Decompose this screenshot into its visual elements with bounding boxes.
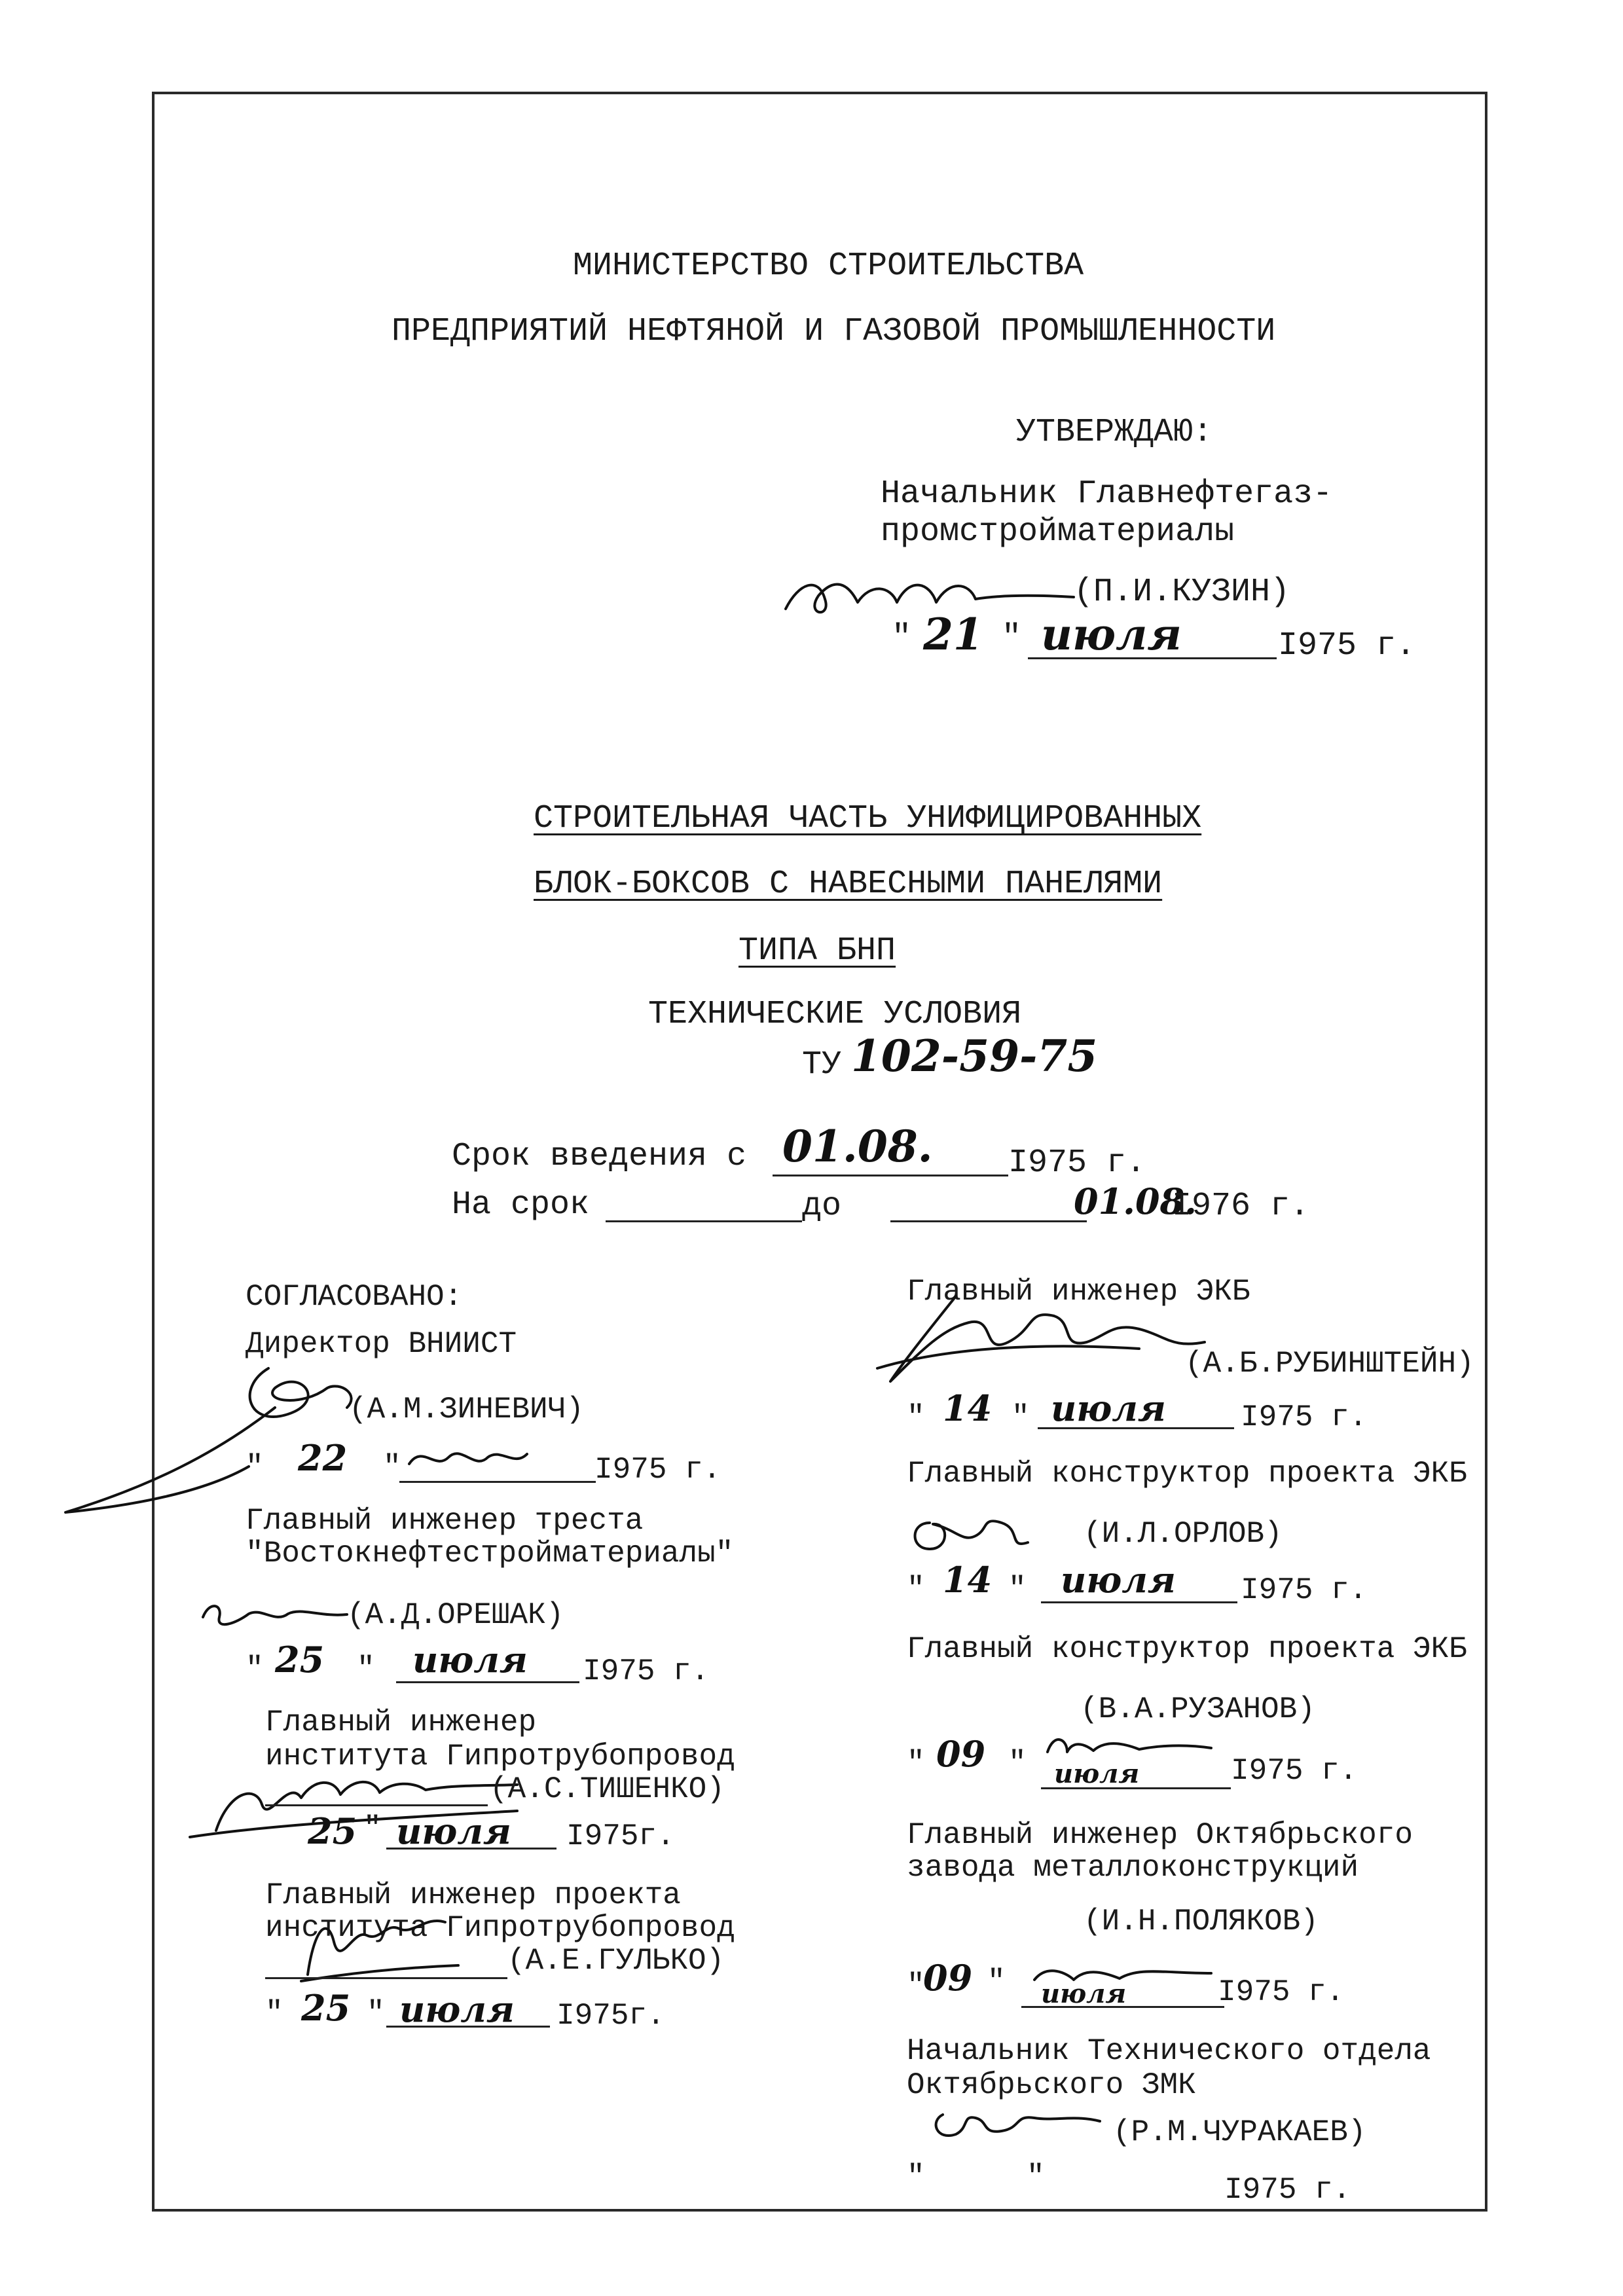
left-1-day: 22 [298,1437,348,1479]
left-3-close-quote: " [363,1812,382,1846]
right-4-name: (И.Н.ПОЛЯКОВ) [1084,1904,1319,1939]
right-5-name: (Р.М.ЧУРАКАЕВ) [1113,2115,1366,2149]
right-1-open-quote: " [907,1400,925,1434]
right-2-signature [897,1503,1048,1562]
right-3-month-line [1041,1787,1231,1789]
term-intro-date: 01.08. [782,1121,933,1172]
right-5-position-line-1: Начальник Технического отдела [907,2034,1431,2068]
right-3-close-quote: " [1008,1746,1027,1780]
spec-code-number: 102-59-75 [851,1030,1098,1082]
term-until-date-line [890,1220,1087,1222]
left-4-signature [288,1903,471,1994]
right-4-month: июля [1041,1978,1127,2009]
right-2-open-quote: " [907,1572,925,1606]
title-line-4: ТЕХНИЧЕСКИЕ УСЛОВИЯ [648,996,1022,1033]
right-4-month-line [1021,2006,1224,2008]
right-4-close-quote: " [987,1965,1006,1999]
right-5-open-quote: " [907,2160,925,2194]
approval-date-year: I975 г. [1278,627,1416,665]
right-2-position: Главный конструктор проекта ЭКБ [907,1457,1467,1491]
left-2-day: 25 [275,1639,325,1681]
left-4-position-line-2: института Гипротрубопровод [265,1911,735,1945]
left-4-name-line [265,1977,507,1979]
left-3-day: 25 [308,1810,357,1852]
left-4-month-line [386,2026,550,2028]
right-5-year: I975 г. [1224,2173,1351,2207]
left-3-month-line [386,1848,556,1850]
left-1-position: Директор ВНИИСТ [246,1327,517,1361]
approval-date-open-quote: " [892,619,912,657]
right-1-month-line [1038,1427,1234,1429]
ministry-line-2: ПРЕДПРИЯТИЙ НЕФТЯНОЙ И ГАЗОВОЙ ПРОМЫШЛЕННОСТИ [392,313,1276,350]
right-1-position: Главный инженер ЭКБ [907,1275,1250,1309]
left-4-position-line-1: Главный инженер проекта [265,1878,681,1912]
term-until-mid: до [802,1188,842,1225]
term-intro-year: I975 г. [1008,1144,1146,1182]
right-4-position-line-2: завода металлоконструкций [907,1851,1359,1885]
right-2-close-quote: " [1008,1572,1027,1606]
title-line-2: БЛОК-БОКСОВ С НАВЕСНЫМИ ПАНЕЛЯМИ [534,866,1163,903]
right-1-month: июля [1051,1387,1166,1429]
left-4-close-quote: " [367,1996,385,2030]
left-3-name: (А.С.ТИШЕНКО) [490,1772,725,1806]
left-2-month: июля [412,1639,528,1681]
right-4-open-quote: " [907,1969,925,2003]
left-1-close-quote: " [383,1450,401,1484]
term-until-date: 01.08. [1074,1180,1197,1222]
right-3-position: Главный конструктор проекта ЭКБ [907,1632,1467,1666]
right-4-year: I975 г. [1218,1975,1345,2009]
spec-code-prefix: ТУ [802,1046,842,1084]
left-1-month-scribble [403,1438,534,1477]
approval-position-line-2: промстройматериалы [881,513,1235,551]
left-4-name: (А.Е.ГУЛЬКО) [507,1944,725,1978]
left-4-year: I975г. [556,1999,665,2033]
term-intro-date-line [773,1175,1008,1176]
left-2-open-quote: " [246,1652,264,1686]
left-3-position-line-2: института Гипротрубопровод [265,1740,735,1774]
left-2-position-line-1: Главный инженер треста [246,1504,644,1538]
right-3-day: 09 [936,1733,986,1775]
right-1-name: (А.Б.РУБИНШТЕЙН) [1185,1347,1474,1381]
approval-date-day: 21 [923,609,983,660]
left-1-open-quote: " [246,1450,264,1484]
right-5-signature [917,2095,1126,2147]
right-2-day: 14 [943,1559,993,1601]
left-2-month-line [396,1681,579,1683]
right-2-month: июля [1061,1559,1176,1601]
left-4-open-quote: " [265,1996,283,2030]
term-intro-label: Срок введения с [452,1138,747,1175]
left-2-name: (А.Д.ОРЕШАК) [347,1598,564,1632]
term-until-year: I976 г. [1172,1188,1310,1225]
right-5-position-line-2: Октябрьского ЗМК [907,2068,1196,2102]
left-4-day: 25 [301,1987,351,2029]
left-1-month-line [399,1481,596,1483]
left-2-position-line-2: "Востокнефтестройматериалы" [246,1537,734,1571]
title-line-3: ТИПА БНП [739,932,896,970]
left-3-month: июля [396,1810,511,1852]
term-until-blank-line [606,1220,802,1222]
right-2-month-line [1041,1601,1237,1603]
title-line-1: СТРОИТЕЛЬНАЯ ЧАСТЬ УНИФИЦИРОВАННЫХ [534,800,1202,837]
right-3-open-quote: " [907,1746,925,1780]
term-until-label: На срок [452,1186,590,1224]
left-3-position-line-1: Главный инженер [265,1705,537,1740]
left-4-month: июля [399,1988,515,2030]
approval-name: (П.И.КУЗИН) [1074,574,1290,611]
left-2-year: I975 г. [583,1654,710,1688]
left-1-year: I975 г. [594,1453,721,1487]
left-2-close-quote: " [357,1652,375,1686]
approval-heading: УТВЕРЖДАЮ: [1016,414,1213,451]
left-1-name: (А.М.ЗИНЕВИЧ) [349,1393,584,1427]
left-3-name-line [265,1804,488,1806]
approval-date-month-line [1028,657,1277,659]
right-3-month: июля [1054,1758,1140,1789]
left-3-year: I975г. [566,1819,675,1853]
left-2-signature [190,1591,360,1637]
approval-position-line-1: Начальник Главнефтегаз- [881,475,1333,513]
right-2-year: I975 г. [1241,1573,1368,1607]
right-1-year: I975 г. [1241,1400,1368,1434]
right-1-close-quote: " [1012,1400,1030,1434]
right-4-day: 09 [923,1957,973,1999]
right-2-name: (И.Л.ОРЛОВ) [1084,1517,1283,1551]
right-1-day: 14 [943,1387,993,1429]
approval-date-month: июля [1041,609,1182,660]
left-1-signature [52,1349,419,1519]
agreed-heading: СОГЛАСОВАНО: [246,1280,463,1314]
right-3-year: I975 г. [1231,1754,1358,1788]
right-3-name: (В.А.РУЗАНОВ) [1080,1692,1315,1726]
right-5-close-quote: " [1027,2160,1045,2194]
approval-date-close-quote: " [1002,619,1022,657]
right-4-position-line-1: Главный инженер Октябрьского [907,1818,1413,1852]
ministry-line-1: МИНИСТЕРСТВО СТРОИТЕЛЬСТВА [573,247,1084,285]
